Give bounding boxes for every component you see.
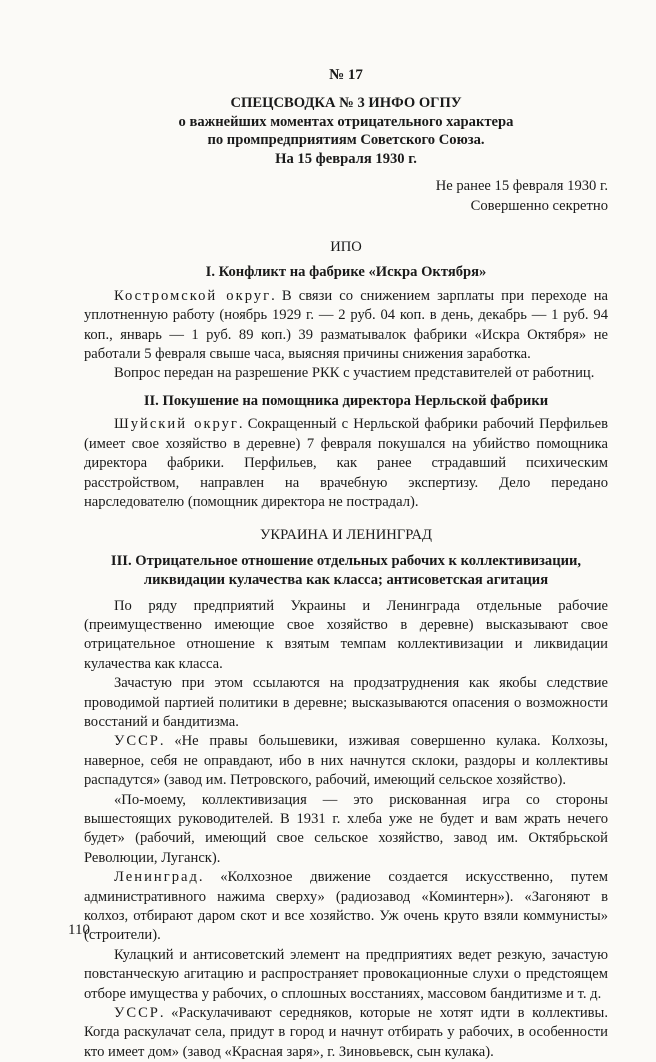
document-title: СПЕЦСВОДКА № 3 ИНФО ОГПУ [230,95,462,112]
region-name: УССР [114,1005,160,1022]
region-name: Костромской округ [114,287,272,304]
section-2-title: II. Покушение на помощника директора Нерльской фабрики [143,392,549,409]
paragraph-text: . «Раскулачивают середняков, которые не хотят идти в коллективы. Когда раскулачат села, придут в город и начнут отбирать у рабочих, в особенности кто имеет дом» (завод «Красная заря», г. Зиновьевск, сын кулака). [84,1005,608,1060]
region-name: Шуйский округ [114,416,239,433]
document-date-heading: На 15 февраля 1930 г. [275,150,417,167]
section-3-paragraph-6: Кулацкий и антисоветский элемент на предприятиях ведет резкую, зачастую повстанческую агитацию и распространяет провокационные слухи о предстоящем отборе имущества у рабочих, о сплошных восстаниях, массовом бандитизме и т. д. [84,946,608,1002]
section-3-title [84,552,608,591]
section-1-paragraph-1 [84,287,608,365]
document-number: № 17 [329,67,363,83]
paragraph-text: . В связи со снижением зарплаты при переходе на уплотненную работу (ноябрь 1929 г. — 2 руб. 04 коп. в день, декабрь — 1 руб. 94 коп., январь — 1 руб. 89 коп.) 39 разматывалок фабрики «Искра Октября» не работали 5 февраля свыше часа, выясняя причины снижения заработка. [84,287,608,363]
section-3-title-line-2: ликвидации кулачества как класса; антисоветская агитация [143,572,549,589]
paragraph-text: . Сокращенный с Нерльской фабрики рабочий Перфильев (имеет свое хозяйство в деревне) 7 февраля покушался на убийство помощника директора фабрики. Перфильев, как ранее страдавший психическим расстройством, направлен на врачебную экспертизу. Дело передано нарследователю (помощник директора не пострадал). [84,416,608,510]
section-3-paragraph-1: По ряду предприятий Украины и Ленинграда отдельные рабочие (преимущественно имеющие свое хозяйство в деревне) высказывают свое отрицательное отношение к взятым темпам коллективизации и ликвидации кулачества как класса. [84,597,608,672]
region-name: Ленинград [114,869,199,886]
classification-label: Совершенно секретно [470,198,608,215]
section-1-paragraph-2: Вопрос передан на разрешение РКК с участием представителей от работниц. [114,365,595,382]
document-subtitle-line-2: по промпредприятиям Советского Союза. [207,132,485,149]
section-3-title-line-1: III. Отрицательное отношение отдельных рабочих к коллективизации, [110,552,582,569]
region-name: УССР [114,733,160,750]
paragraph-text: . «Колхозное движение создается искусственно, путем административного нажима сверху» (радиозавод «Коминтерн»). «Загоняют в колхоз, отбирают даром скот и все хозяйство. Уж очень круто взяли коммунисты» (строители). [84,869,608,944]
document-body [84,66,608,1062]
page-number: 110 [68,922,90,938]
section-3-paragraph-5 [84,868,608,946]
section-2-paragraph-1 [84,415,608,512]
section-3-paragraph-4: «По-моему, коллективизация — это рискованная игра со стороны вышестоящих руководителей. В 1931 г. хлеба уже не будет и вам жрать нечего будет» (рабочий, имеющий свое сельское хозяйство, завод им. Октябрьской Революции, Луганск). [84,791,608,866]
section-label-ipo: ИПО [330,239,362,256]
document-subtitle-line-1: о важнейших моментах отрицательного характера [178,113,514,130]
section-3-paragraph-7 [84,1004,608,1062]
section-3-paragraph-3 [84,732,608,790]
section-label-ukraine-leningrad: УКРАИНА И ЛЕНИНГРАД [260,527,432,544]
paragraph-text: . «Не правы большевики, изживая совершенно кулака. Колхозы, наверное, себя не оправдают, ибо в них начнутся склоки, раздоры и коллективы распадутся» (завод им. Петровского, рабочий, имеющий сельское хозяйство). [84,733,608,789]
date-note: Не ранее 15 февраля 1930 г. [435,178,608,195]
document-meta [84,176,608,216]
section-1-title: I. Конфликт на фабрике «Искра Октября» [205,264,487,281]
section-3-paragraph-2: Зачастую при этом ссылаются на продзатруднения как якобы следствие проводимой партией политики в деревне; высказываются опасения о возможности восстаний и бандитизма. [84,675,608,730]
